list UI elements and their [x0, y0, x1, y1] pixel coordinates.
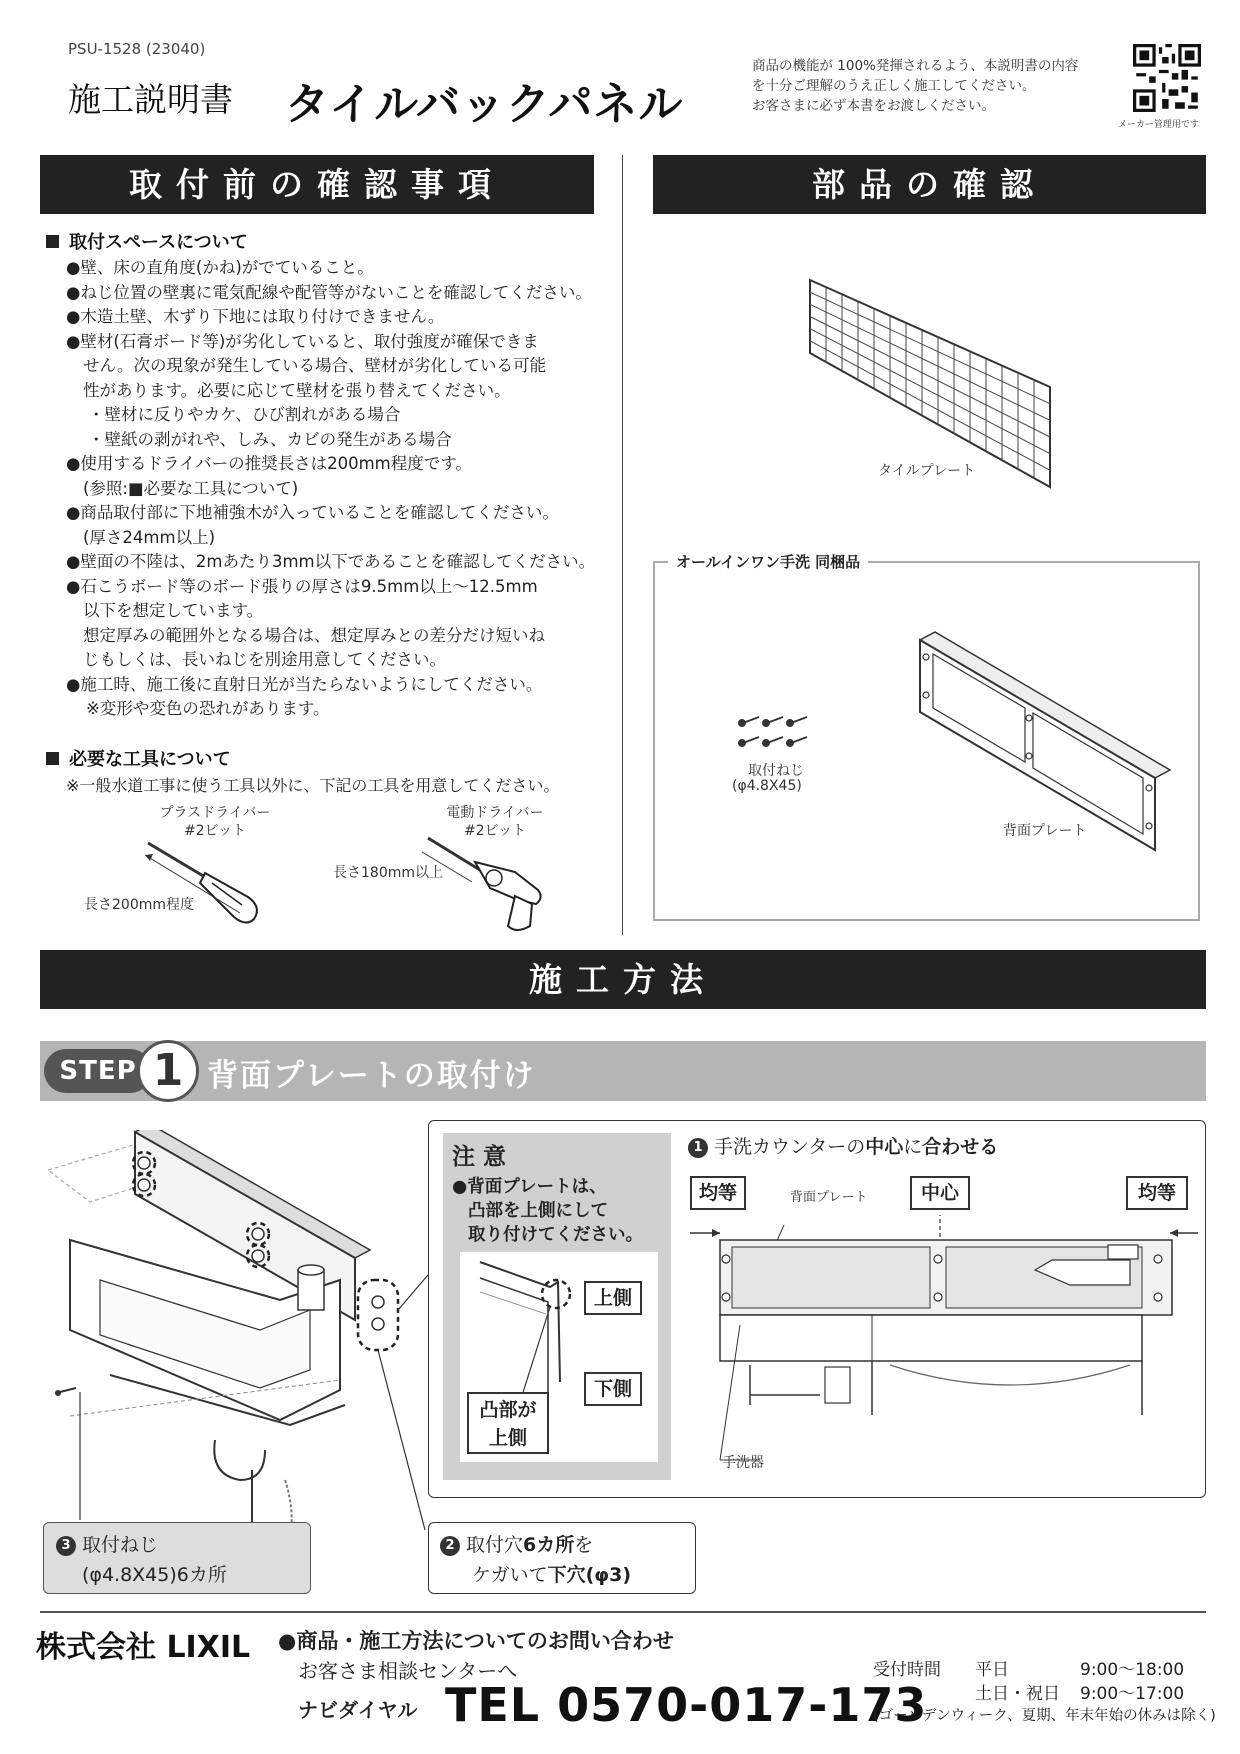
- tool2-length: 長さ180mm以上: [333, 865, 443, 881]
- phone-number[interactable]: TEL 0570-017-173: [445, 1678, 928, 1732]
- square-bullet-icon: [46, 752, 59, 765]
- list-item: (参照:■必要な工具について): [83, 478, 299, 498]
- navi-dial-label: ナビダイヤル: [298, 1698, 418, 1722]
- weekend-label: 土日・祝日: [975, 1684, 1060, 1704]
- tools-heading: 必要な工具について: [46, 745, 231, 771]
- caution-title: 注 意: [452, 1144, 507, 1170]
- center-tag: 中心: [910, 1176, 970, 1210]
- lower-side-tag: 下側: [584, 1372, 642, 1406]
- parts-title: 部品の確認: [653, 155, 1206, 214]
- tools-note: ※一般水道工事に使う工具以外に、下記の工具を用意してください。: [66, 776, 560, 795]
- customer-center: お客さま相談センターへ: [298, 1659, 518, 1683]
- pilot-hole-callout-text: 2 取付穴6カ所を ケガいて下穴(φ3): [440, 1530, 631, 1590]
- list-item: 性があります。必要に応じて壁材を張り替えてください。: [83, 380, 511, 400]
- caution-line: ●背面プレートは、: [452, 1177, 607, 1197]
- list-item: 以下を想定しています。: [83, 601, 264, 620]
- align-center-instruction: 1 手洗カウンターの中心に合わせる: [688, 1132, 998, 1159]
- upper-side-tag: 上側: [584, 1281, 642, 1315]
- caution-line: 取り付けてください。: [468, 1225, 643, 1245]
- space-check-list: [66, 256, 606, 722]
- list-item: ●壁材(石膏ボード等)が劣化していると、取付強度が確保できま: [66, 331, 539, 351]
- notice-text: [752, 56, 1122, 116]
- list-item: ●壁、床の直角度(かね)がでていること。: [66, 258, 374, 277]
- list-item: ●施工時、施工後に直射日光が当たらないようにしてください。: [66, 674, 543, 694]
- step-circle-2-icon: 2: [440, 1536, 460, 1556]
- step-circle-3-icon: 3: [56, 1536, 76, 1556]
- tool1-length: 長さ200mm程度: [84, 897, 194, 913]
- holiday-note: (ゴールデンウィーク、夏期、年末年始の休みは除く): [873, 1708, 1216, 1724]
- document-number: PSU-1528 (23040): [68, 40, 206, 58]
- hours-label: 受付時間: [873, 1660, 941, 1680]
- installation-illustration: [40, 1130, 430, 1550]
- column-divider: [622, 155, 623, 935]
- tile-plate-label: タイルプレート: [878, 463, 976, 479]
- manual-label: 施工説明書: [68, 80, 233, 119]
- tool2-name: 電動ドライバー: [446, 805, 544, 821]
- list-item: (厚さ24mm以上): [83, 527, 216, 547]
- weekday-label: 平日: [975, 1660, 1009, 1680]
- bundle-title: オールインワン手洗 同梱品: [668, 551, 868, 572]
- step-label: STEP: [44, 1049, 152, 1093]
- method-title: 施工方法: [40, 950, 1206, 1009]
- screws-icon: [737, 705, 817, 755]
- screw-label: 取付ねじ: [748, 763, 804, 779]
- screw-callout-text: 3 取付ねじ (φ4.8X45)6カ所: [56, 1530, 227, 1590]
- square-bullet-icon: [46, 235, 59, 248]
- equal-right-tag: 均等: [1126, 1176, 1188, 1210]
- electric-screwdriver-icon: [420, 830, 570, 940]
- list-item: ・壁紙の剥がれや、しみ、カビの発生がある場合: [88, 429, 452, 449]
- product-title: タイルバックパネル: [285, 79, 684, 130]
- pre-check-title: 取付前の確認事項: [40, 155, 594, 214]
- phillips-screwdriver-icon: [130, 835, 270, 935]
- caution-text: [452, 1175, 643, 1247]
- inquiry-heading: ●商品・施工方法についてのお問い合わせ: [278, 1629, 674, 1653]
- qr-caption: メーカー管理用です: [1118, 120, 1199, 130]
- qr-code-icon[interactable]: [1133, 44, 1201, 112]
- weekday-hours: 9:00〜18:00: [1080, 1660, 1185, 1680]
- tool1-name: プラスドライバー: [159, 805, 271, 821]
- equal-left-tag: 均等: [690, 1176, 746, 1210]
- caution-line: 凸部を上側にして: [468, 1201, 608, 1221]
- list-item: 想定厚みの範囲外となる場合は、想定厚みとの差分だけ短いね: [83, 625, 545, 645]
- step1-title: 背面プレートの取付け: [207, 1058, 536, 1094]
- list-item: ●商品取付部に下地補強木が入っていることを確認してください。: [66, 503, 559, 522]
- list-item: ※変形や変色の恐れがあります。: [86, 699, 330, 718]
- front-view-diagram: [690, 1215, 1200, 1475]
- list-item: ●壁面の不陸は、2mあたり3mm以下であることを確認してください。: [66, 552, 596, 571]
- list-item: ●木造土壁、木ずり下地には取り付けできません。: [66, 307, 445, 326]
- list-item: ●ねじ位置の壁裏に電気配線や配管等がないことを確認してください。: [66, 282, 592, 302]
- list-item: せん。次の現象が発生している場合、壁材が劣化している可能: [83, 356, 546, 375]
- tool2-bit: #2ビット: [463, 823, 527, 839]
- company-name: 株式会社 LIXIL: [36, 1630, 251, 1665]
- tool1-bit: #2ビット: [183, 823, 247, 839]
- back-plate-label: 背面プレート: [1003, 823, 1087, 839]
- notice-line: 商品の機能が 100%発揮されるよう、本説明書の内容: [752, 58, 1079, 74]
- notice-line: を十分ご理解のうえ正しく施工してください。: [752, 78, 1036, 94]
- footer-divider: [40, 1611, 1206, 1613]
- list-item: ●使用するドライバーの推奨長さは200mm程度です。: [66, 454, 472, 473]
- back-plate-callout-label: 背面プレート: [790, 1190, 868, 1205]
- step-number: 1: [137, 1040, 199, 1102]
- basin-label: 手洗器: [722, 1455, 764, 1471]
- convex-upper-tag: 凸部が 上側: [467, 1392, 549, 1454]
- list-item: じもしくは、長いねじを別途用意してください。: [83, 650, 446, 669]
- space-heading: 取付スペースについて: [46, 228, 248, 254]
- weekend-hours: 9:00〜17:00: [1080, 1684, 1185, 1704]
- list-item: ・壁材に反りやカケ、ひび割れがある場合: [88, 405, 401, 424]
- step-circle-1-icon: 1: [688, 1138, 708, 1158]
- notice-line: お客さまに必ず本書をお渡しください。: [752, 98, 995, 114]
- list-item: ●石こうボード等のボード張りの厚さは9.5mm以上〜12.5mm: [66, 576, 538, 596]
- screw-size: (φ4.8X45): [732, 778, 802, 794]
